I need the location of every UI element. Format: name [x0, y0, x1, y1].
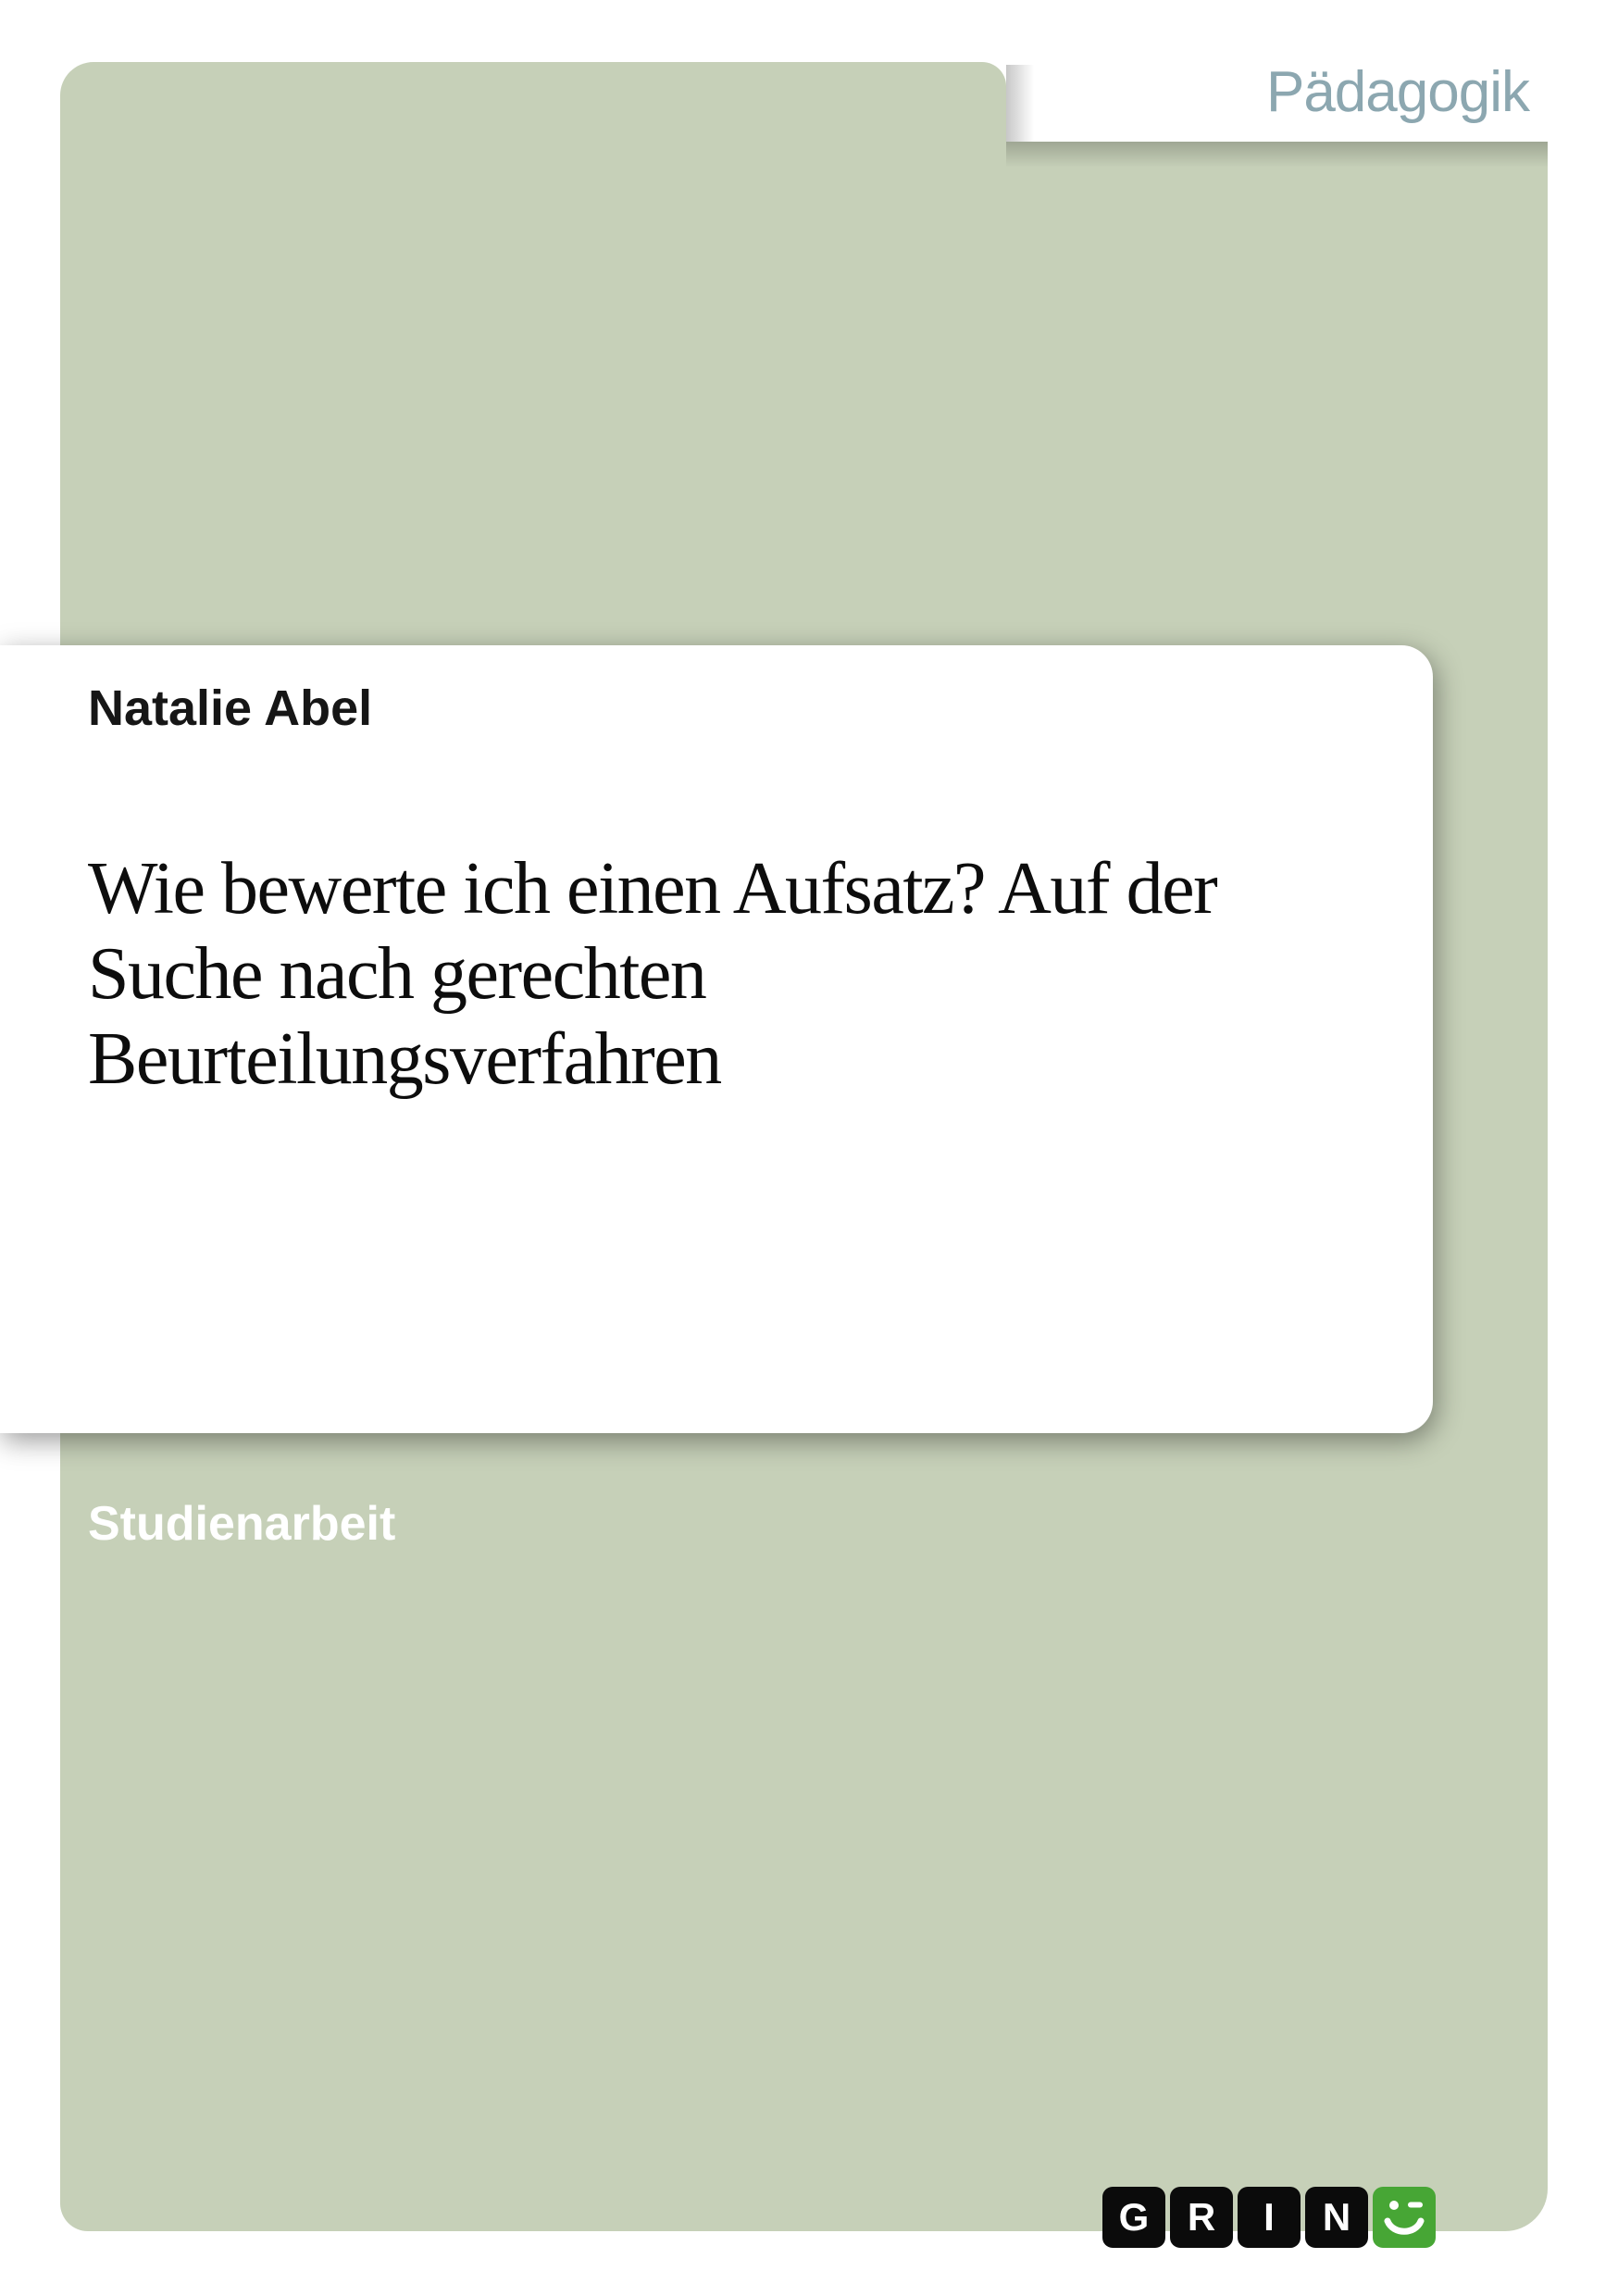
logo-letter: I [1263, 2195, 1275, 2239]
logo-tile-i [1238, 2187, 1301, 2248]
title-line: Beurteilungsverfahren [88, 1018, 721, 1100]
title-panel [0, 645, 1433, 1433]
logo-tile-g [1102, 2187, 1165, 2248]
grin-logo [1102, 2187, 1436, 2248]
title-line: Suche nach gerechten [88, 933, 706, 1015]
doc-type-badge: Studienarbeit [88, 1497, 396, 1551]
category-label: Pädagogik [1265, 60, 1529, 124]
winking-smiley-icon [1373, 2187, 1436, 2248]
logo-letter: N [1322, 2195, 1351, 2239]
notch-shadow-vertical [1006, 65, 1034, 142]
notch-shadow-horizontal [1006, 142, 1548, 168]
title-line: Wie bewerte ich einen Aufsatz? Auf der [88, 848, 1217, 930]
logo-letter: R [1187, 2195, 1216, 2239]
author-name: Natalie Abel [88, 680, 373, 736]
logo-letter: G [1118, 2195, 1150, 2239]
logo-tile-r [1170, 2187, 1233, 2248]
book-title [88, 846, 1377, 1102]
logo-tile-n [1305, 2187, 1368, 2248]
